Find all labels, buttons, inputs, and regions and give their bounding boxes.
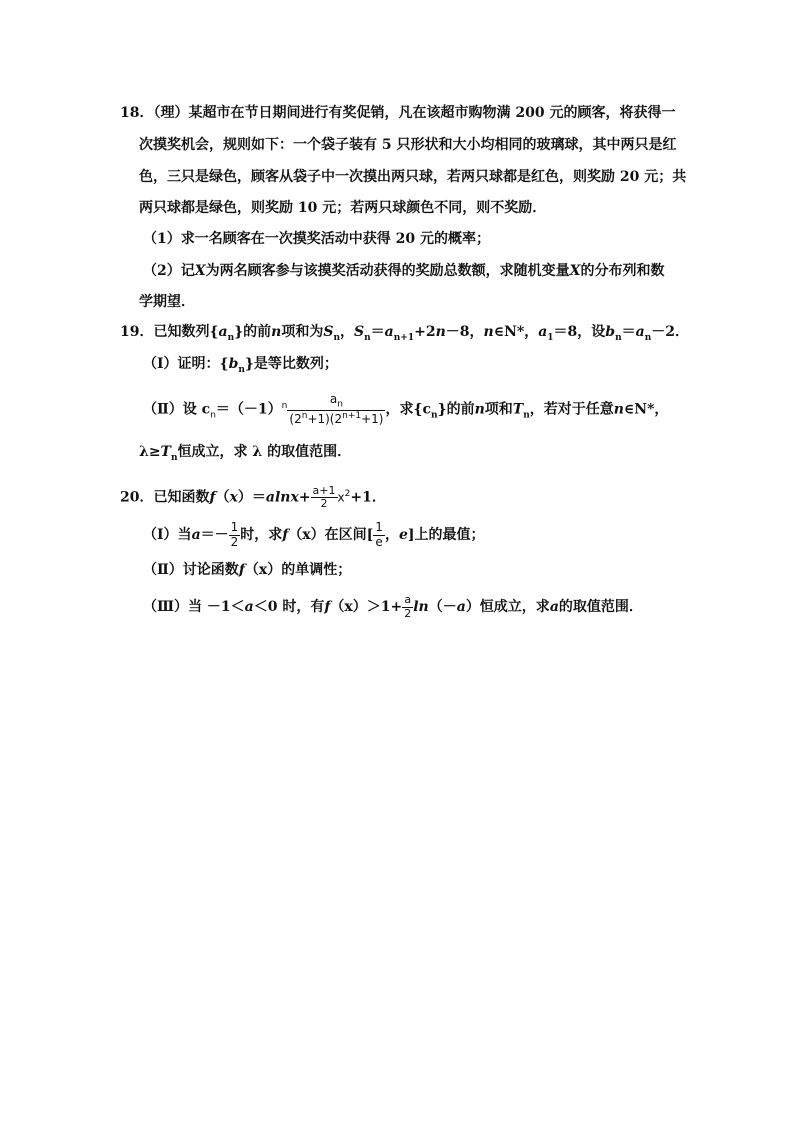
q20-line-1: 20．已知函数f（x）＝alnx+ $\frac{a+1}{2}$ $x^2+1$． <box>120 483 386 511</box>
q19-part-1: （Ⅰ）证明：$\{b_n\}$是等比数列； <box>143 356 338 375</box>
q19-part-2: （Ⅱ）设 $c_n=(-1)^n$ $\frac{a_n}{(2^n+1)(2^{n+1}+1)}$ ，求$\{c_n\}$的前n项和$T_n$，若对于任意n∈N*， <box>143 391 669 426</box>
q18-number: 18． <box>120 105 154 121</box>
q18-line-1: 18．（理）某超市在节日期间进行有奖促销，凡在该超市购物满 200 元的顾客，将获得一 <box>120 105 676 121</box>
q19-number: 19． <box>120 324 154 340</box>
q20-fraction: $\frac{a+1}{2}$ <box>312 483 336 511</box>
q19-part-2-cont: $\lambda\ge T_n$恒成立，求 λ 的取值范围． <box>139 444 352 463</box>
q18-line-3: 色，三只是绿色，顾客从袋子中一次摸出两只球，若两只球都是红色，则奖励 20 元；共 <box>139 169 687 185</box>
q20-part1-fraction: $\frac{1}{2}$ <box>230 519 239 549</box>
q20-interval-fraction: $\frac{1}{e}$ <box>375 519 383 549</box>
q20-part-3: （Ⅲ）当 －1＜a＜0 时，有f（x）＞1+ $\frac{a}{2}$ ln（－a）恒成立，求a的取值范围． <box>143 592 643 620</box>
q19-line-1: 19．已知数列$\{a_n\}$的前n项和为$S_n$，$S_n=a_{n+1}+2n-8$，n∈N*，$a_1=8$，设$b_n=a_n-2$． <box>120 324 690 343</box>
q18-line-4: 两只球都是绿色，则奖励 10 元；若两只球颜色不同，则不奖励． <box>139 200 547 216</box>
q20-part3-fraction: $\frac{a}{2}$ <box>404 592 412 620</box>
q18-part-1: （1）求一名顾客在一次摸奖活动中获得 20 元的概率； <box>143 231 490 247</box>
q20-part-2: （Ⅱ）讨论函数f（x）的单调性； <box>143 562 352 578</box>
q18-part-2-cont: 学期望． <box>139 294 195 310</box>
q20-part-1: （Ⅰ）当a＝－ $\frac{1}{2}$ 时，求f（x）在区间[ $\frac{1}{e}$ ，e]上的最值； <box>143 519 485 549</box>
q20-number: 20． <box>120 489 154 506</box>
q19-fraction: $\frac{a_n}{(2^n+1)(2^{n+1}+1)}$ <box>289 391 384 426</box>
q18-part-2: （2）记X为两名顾客参与该摸奖活动获得的奖励总数额，求随机变量X的分布列和数 <box>143 263 665 279</box>
q18-line-2: 次摸奖机会，规则如下：一个袋子装有 5 只形状和大小均相同的玻璃球，其中两只是红 <box>139 137 677 153</box>
